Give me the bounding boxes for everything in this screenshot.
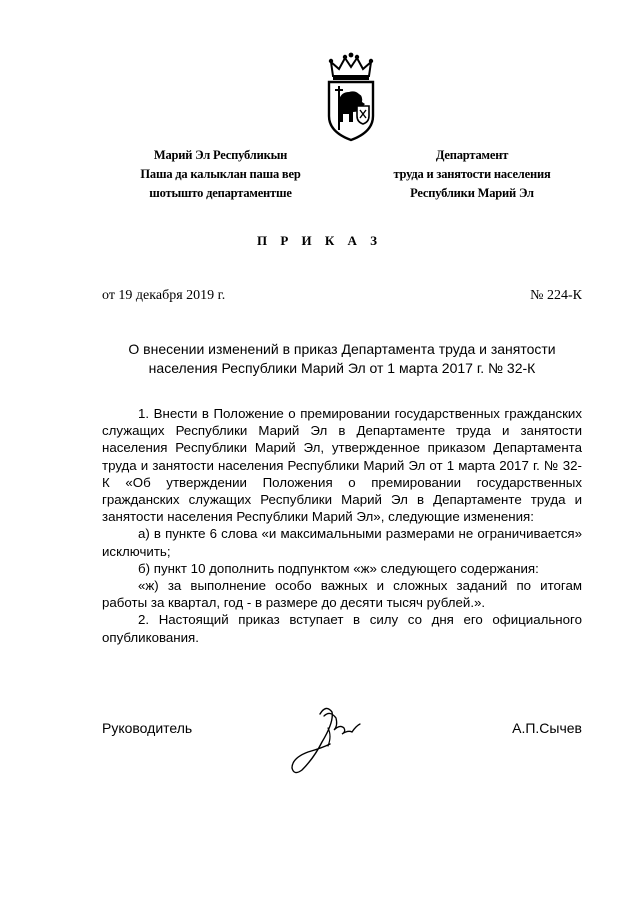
signatory-role: Руководитель: [102, 720, 193, 736]
body-paragraph-2: а) в пункте 6 слова «и максимальными размерами не ограничивается» исключить;: [102, 526, 582, 559]
body-paragraph-4: «ж) за выполнение особо важных и сложных заданий по итогам работы за квартал, год - в размере до десяти тысяч рублей.».: [102, 578, 582, 611]
header-right-line-2: труда и занятости населения: [393, 167, 551, 181]
document-subject: О внесении изменений в приказ Департамента труда и занятости населения Республики Марий Эл от 1 марта 2017 г. № 32-К: [128, 341, 556, 376]
header-right-line-1: Департамент: [435, 148, 509, 162]
body-paragraph-1: 1. Внести в Положение о премировании государственных гражданских служащих Республики Марий Эл в Департаменте труда и занятости населения Республики Марий Эл, утвержденное приказом Департамента труда и занятости населения Республики Марий Эл от 1 марта 2017 г. № 32-К «Об утверждении Положения о премировании государственных гражданских служащих Республики Марий Эл в Департаменте труда и занятости населения Республики Марий Эл», следующие изменения:: [102, 406, 582, 525]
document-number: № 224-К: [530, 288, 582, 303]
body-paragraph-5: 2. Настоящий приказ вступает в силу со дня его официального опубликования.: [102, 612, 582, 645]
signatory-name: А.П.Сычев: [512, 720, 582, 736]
body-paragraph-3: б) пункт 10 дополнить подпунктом «ж» следующего содержания:: [138, 560, 539, 576]
header-right-org: [372, 146, 572, 203]
header-left-line-2: Паша да калыклан паша вер: [140, 167, 301, 181]
document-body: [102, 405, 582, 646]
document-date: от 19 декабря 2019 г.: [102, 288, 226, 303]
document-title: П Р И К А З: [256, 233, 383, 248]
coat-of-arms-icon: [325, 52, 377, 142]
header-left-line-3: шотышто департаментше: [149, 186, 292, 200]
header-right-line-3: Республики Марий Эл: [410, 186, 534, 200]
header-left-org: [118, 146, 323, 203]
handwritten-signature: [278, 700, 378, 780]
header-left-line-1: Марий Эл Республикын: [153, 148, 288, 162]
